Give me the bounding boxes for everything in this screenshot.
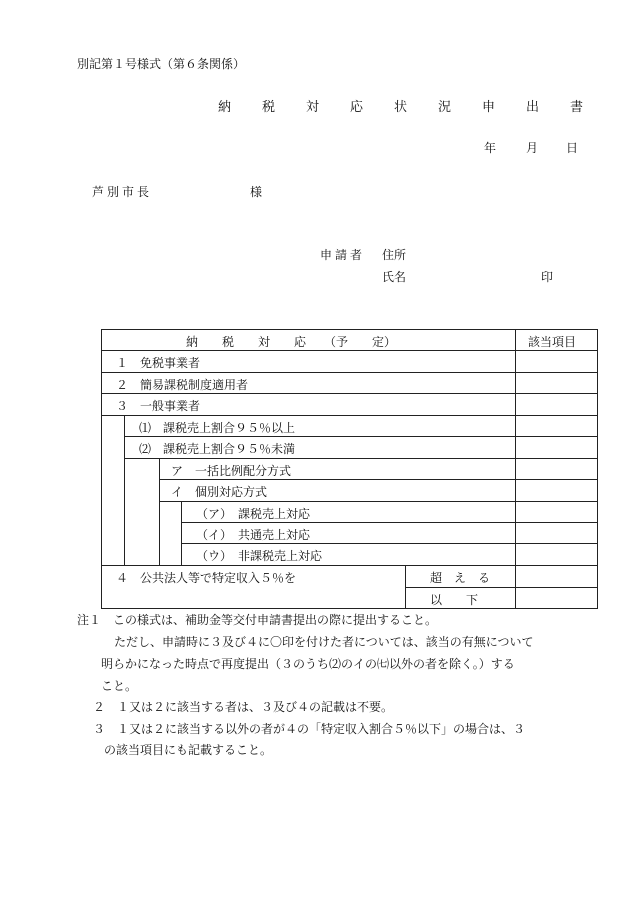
table-indent-line [159,458,160,565]
note-1-continued: 明らかになった時点で再度提出（３のうち⑵のイの㈦以外の者を除く。）する [101,657,515,671]
addressee-honorific: 様 [250,185,263,199]
addressee-name: 芦別市長 [92,185,153,199]
note-1-continued: ただし、申請時に３及び４に〇印を付けた者については、該当の有無について [114,635,534,649]
note-2: ２ １又は２に該当する者は、３及び４の記載は不要。 [93,700,394,714]
table-border-left [101,329,102,609]
table-indent-line [181,501,182,565]
table-rule [101,350,598,351]
seal-mark: 印 [541,270,554,284]
table-indent-line [405,565,406,609]
row-ratio-under-95: ⑵ 課税売上割合９５％未満 [139,442,296,456]
row-or-less: 以 下 [430,593,479,607]
table-indent-line [124,415,125,565]
date-month-label: 月 [526,141,539,155]
note-1: 注１ この様式は、補助金等交付申請書提出の際に提出すること。 [77,613,438,627]
table-header-response: 納 税 対 応 （予 定） [186,335,397,349]
table-rule [101,565,598,566]
row-public-corporation: ４ 公共法人等で特定収入５％を [116,571,297,585]
table-border-right [597,329,598,609]
row-exceeds: 超 え る [430,571,491,585]
table-rule [405,587,598,588]
row-non-taxable-sales: （ウ） 非課税売上対応 [196,549,323,563]
row-individual-method: イ 個別対応方式 [171,485,268,499]
note-3: ３ １又は２に該当する以外の者が４の「特定収入割合５％以下」の場合は、３ [93,722,526,736]
table-rule [181,543,598,544]
table-header-applicable: 該当項目 [528,335,577,349]
applicant-address-label: 住所 [382,248,407,262]
table-rule [101,372,598,373]
row-ratio-95-or-more: ⑴ 課税売上割合９５％以上 [139,421,296,435]
table-rule [159,501,598,502]
form-label: 別記第１号様式（第６条関係） [77,57,246,71]
note-1-continued: こと。 [101,679,138,693]
applicant-name-label: 氏名 [382,270,407,284]
date-day-label: 日 [566,141,579,155]
row-tax-exempt: １ 免税事業者 [116,356,201,370]
document-title: 納 税 対 応 状 況 申 出 書 [218,100,593,115]
table-rule [124,458,598,459]
row-common-sales: （イ） 共通売上対応 [196,528,311,542]
row-taxable-sales: （ア） 課税売上対応 [196,507,311,521]
date-year-label: 年 [484,141,497,155]
row-general-business: ３ 一般事業者 [116,399,201,413]
table-rule [124,436,598,437]
table-rule [181,522,598,523]
note-3-continued: の該当項目にも記載すること。 [104,743,273,757]
row-lump-sum-method: ア 一括比例配分方式 [171,464,292,478]
table-column-divider [515,329,516,609]
table-border-bottom [101,608,598,609]
table-rule [101,393,598,394]
table-rule [101,415,598,416]
table-border-top [101,329,598,330]
table-rule [159,479,598,480]
row-simplified-taxation: ２ 簡易課税制度適用者 [116,378,249,392]
applicant-label: 申請者 [320,248,366,262]
